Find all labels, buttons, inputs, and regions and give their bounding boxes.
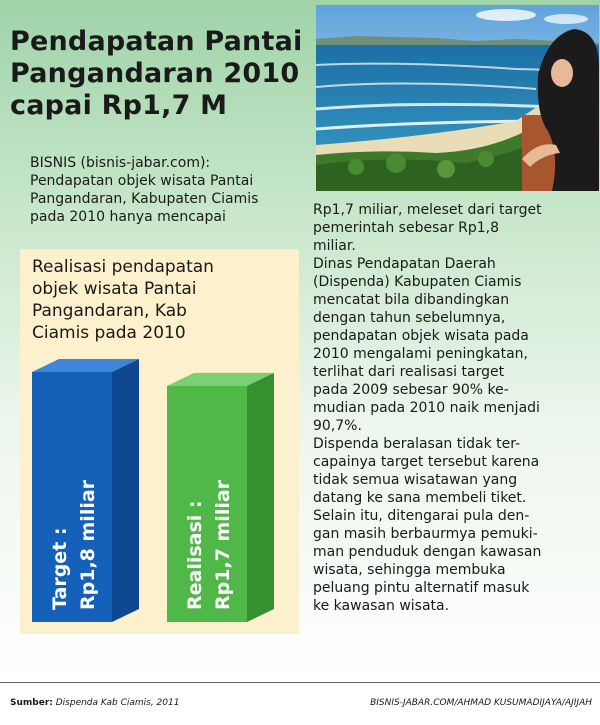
article-line: capainya target tersebut karena xyxy=(313,454,540,470)
article-line: mencatat bila dibandingkan xyxy=(313,292,510,308)
article-line: Selain itu, ditengarai pula den- xyxy=(313,508,530,524)
bar-value-label: Target : Rp1,8 miliar xyxy=(49,479,99,610)
credit-line: BISNIS-JABAR.COM/AHMAD KUSUMADIJAYA/AJIJAH xyxy=(370,698,592,708)
article-line: 90,7%. xyxy=(313,418,362,434)
bar-chart xyxy=(20,249,299,634)
source-label: Sumber: xyxy=(10,698,53,708)
article-line: miliar. xyxy=(313,238,356,254)
lead-line: BISNIS (bisnis-jabar.com): xyxy=(30,155,211,171)
bar-realisasi xyxy=(167,373,274,622)
footer-divider xyxy=(0,682,600,683)
beach-coast-photo xyxy=(316,5,599,191)
bar-front-face xyxy=(167,386,247,622)
article-line: peluang pintu alternatif masuk xyxy=(313,580,530,596)
chart-title-line: Ciamis pada 2010 xyxy=(32,323,186,343)
chart-box xyxy=(20,249,299,634)
bar-front-face xyxy=(32,372,112,622)
source-note xyxy=(10,698,179,708)
source-text: Dispenda Kab Ciamis, 2011 xyxy=(55,698,180,708)
article-line: gan masih berbaurmya pemuki- xyxy=(313,526,538,542)
bar-value-label: Realisasi : Rp1,7 miliar xyxy=(184,479,234,610)
article-line: wisata, sehingga membuka xyxy=(313,562,506,578)
lead-line: Pendapatan objek wisata Pantai xyxy=(30,173,254,189)
lead-line: Pangandaran, Kabupaten Ciamis xyxy=(30,191,259,207)
chart-title-line: objek wisata Pantai xyxy=(32,279,197,299)
article-body xyxy=(313,201,542,615)
headline-line: Pangandaran 2010 xyxy=(10,58,300,89)
article-line: pendapatan objek wisata pada xyxy=(313,328,529,344)
article-line: pemerintah sebesar Rp1,8 xyxy=(313,220,500,236)
article-line: (Dispenda) Kabupaten Ciamis xyxy=(313,274,522,290)
article-line: datang ke sana membeli tiket. xyxy=(313,490,527,506)
chart-title-line: Realisasi pendapatan xyxy=(32,257,214,277)
article-line: terlihat dari realisasi target xyxy=(313,364,505,380)
article-line: Dispenda beralasan tidak ter- xyxy=(313,436,521,452)
headline-line: Pendapatan Pantai xyxy=(10,26,303,57)
article-line: pada 2009 sebesar 90% ke- xyxy=(313,382,509,398)
article-line: dengan tahun sebelumnya, xyxy=(313,310,506,326)
lead-line: pada 2010 hanya mencapai xyxy=(30,209,226,225)
article-line: tidak semua wisatawan yang xyxy=(313,472,518,488)
chart-title-line: Pangandaran, Kab xyxy=(32,301,187,321)
article-line: mudian pada 2010 naik menjadi xyxy=(313,400,540,416)
headline xyxy=(10,26,310,122)
lead-paragraph xyxy=(30,154,258,226)
bar-side-face xyxy=(247,373,274,622)
headline-line: capai Rp1,7 M xyxy=(10,90,228,121)
article-line: Rp1,7 miliar, meleset dari target xyxy=(313,202,542,218)
bar-target xyxy=(32,359,139,622)
article-line: man penduduk dengan kawasan xyxy=(313,544,542,560)
article-line: 2010 mengalami peningkatan, xyxy=(313,346,528,362)
article-line: ke kawasan wisata. xyxy=(313,598,450,614)
bar-side-face xyxy=(112,359,139,622)
article-line: Dinas Pendapatan Daerah xyxy=(313,256,496,272)
